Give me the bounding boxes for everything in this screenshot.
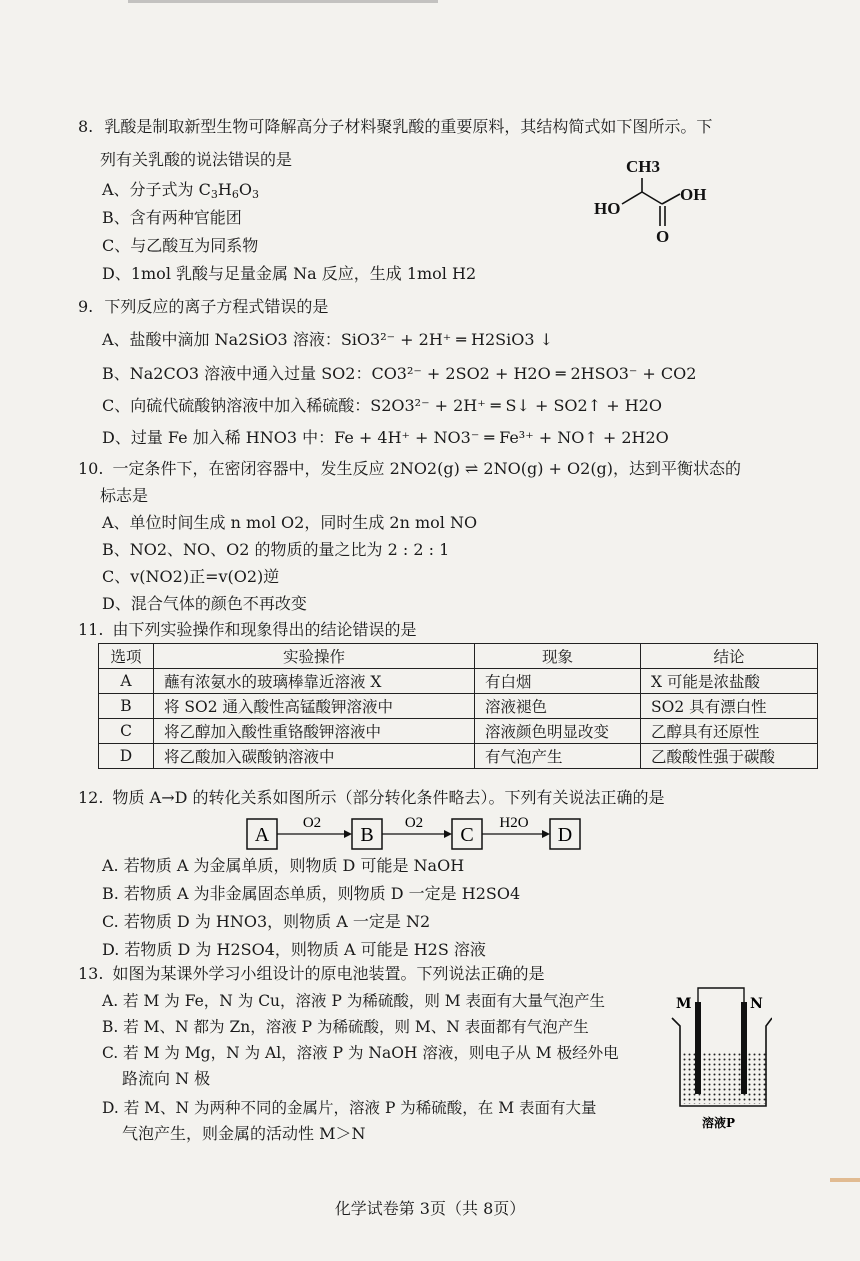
electrode-m-label: M (676, 996, 692, 1012)
q11-experiment-table (98, 643, 818, 769)
external-wire (698, 988, 744, 1008)
q13-option-b: B. 若 M、N 都为 Zn，溶液 P 为稀硫酸，则 M、N 表面都有气泡产生 (102, 1018, 589, 1036)
row-phenomenon: 有白烟 (475, 669, 641, 694)
bond-ho (622, 192, 642, 204)
row-conclusion: X 可能是浓盐酸 (641, 669, 818, 694)
q11-number: 11. (78, 620, 104, 639)
q9-option-d: D、过量 Fe 加入稀 HNO3 中：Fe + 4H⁺ + NO3⁻ ═ Fe³⁺ + NO↑ + 2H2O (102, 428, 669, 447)
structure-o: O (656, 227, 670, 246)
table-row (99, 694, 818, 719)
q13-option-d-line2: 气泡产生，则金属的活动性 M＞N (122, 1124, 366, 1143)
q13-option-d-line1: D. 若 M、N 为两种不同的金属片，溶液 P 为稀硫酸，在 M 表面有大量 (102, 1099, 597, 1117)
q8-option-a: A、分子式为 $C_3H_6O_3$ (102, 180, 259, 201)
q10-stem-text: 一定条件下，在密闭容器中，发生反应 2NO2(g) ⇌ 2NO(g) + O2(g)，达到平衡状态的 (112, 459, 742, 478)
solution-p (680, 1052, 766, 1104)
row-conclusion: SO2 具有漂白性 (641, 694, 818, 719)
structure-oh: OH (680, 185, 707, 204)
q8-option-c: C、与乙酸互为同系物 (102, 236, 259, 255)
q9-stem-text: 下列反应的离子方程式错误的是 (104, 297, 329, 316)
q10-option-d: D、混合气体的颜色不再改变 (102, 594, 307, 613)
q10-stem-line1 (78, 459, 741, 479)
q12-option-c: C. 若物质 D 为 HNO3，则物质 A 一定是 N2 (102, 912, 431, 931)
row-operation: 将 SO2 通入酸性高锰酸钾溶液中 (154, 694, 475, 719)
header-operation: 实验操作 (154, 644, 475, 669)
q12-number: 12. (78, 788, 104, 807)
q9-option-a: A、盐酸中滴加 Na2SiO3 溶液：SiO3²⁻ + 2H⁺ ═ H2SiO3 ↓ (102, 330, 554, 349)
row-option: C (99, 719, 154, 744)
table-row (99, 744, 818, 769)
row-operation: 将乙酸加入碳酸钠溶液中 (154, 744, 475, 769)
q8-stem-line1 (78, 117, 712, 137)
row-operation: 蘸有浓氨水的玻璃棒靠近溶液 X (154, 669, 475, 694)
electrode-m (695, 1002, 701, 1094)
q10-option-a: A、单位时间生成 n mol O2，同时生成 2n mol NO (102, 513, 478, 532)
header-phenomenon: 现象 (475, 644, 641, 669)
q9-number: 9. (78, 297, 94, 316)
q12-stem (78, 788, 665, 808)
q13-option-a: A. 若 M 为 Fe，N 为 Cu，溶液 P 为稀硫酸，则 M 表面有大量气泡产生 (102, 992, 606, 1010)
galvanic-cell-diagram (662, 982, 772, 1130)
bond-oh (662, 194, 680, 204)
table-header-row (99, 644, 818, 669)
q12-option-a: A. 若物质 A 为金属单质，则物质 D 可能是 NaOH (102, 856, 465, 875)
arrow-a-b-label: O2 (302, 815, 322, 831)
bond-cc (642, 192, 662, 204)
q8-option-b: B、含有两种官能团 (102, 208, 242, 227)
q13-stem (78, 964, 545, 984)
q10-number: 10. (78, 459, 104, 478)
q12-stem-text: 物质 A→D 的转化关系如图所示（部分转化条件略去）。下列有关说法正确的是 (112, 788, 665, 807)
arrow-a-b-head (344, 830, 352, 838)
arrow-c-d-head (542, 830, 550, 838)
row-conclusion: 乙酸酸性强于碳酸 (641, 744, 818, 769)
lactic-acid-structure (592, 152, 722, 252)
electrode-n (741, 1002, 747, 1094)
arrow-c-d-label: H2O (499, 815, 529, 831)
q9-option-c: C、向硫代硫酸钠溶液中加入稀硫酸：S2O3²⁻ + 2H⁺ ═ S↓ + SO2↑ + H2O (102, 396, 662, 415)
node-d: D (557, 824, 573, 846)
solution-label: 溶液P (702, 1116, 736, 1130)
node-a: A (254, 824, 270, 846)
arrow-b-c-label: O2 (404, 815, 424, 831)
row-option: A (99, 669, 154, 694)
q10-stem-line2: 标志是 (100, 486, 149, 505)
q8-option-d: D、1mol 乳酸与足量金属 Na 反应，生成 1mol H2 (102, 264, 477, 283)
header-option: 选项 (99, 644, 154, 669)
scan-edge-mark (128, 0, 438, 3)
q12-option-d: D. 若物质 D 为 H2SO4，则物质 A 可能是 H2S 溶液 (102, 940, 486, 959)
row-phenomenon: 溶液褪色 (475, 694, 641, 719)
q13-option-c-line1: C. 若 M 为 Mg，N 为 Al，溶液 P 为 NaOH 溶液，则电子从 M 极经外电 (102, 1044, 619, 1062)
node-b: B (360, 824, 374, 846)
q8-stem-line2: 列有关乳酸的说法错误的是 (100, 150, 293, 169)
page-footer: 化学试卷第 3页（共 8页） (334, 1199, 526, 1218)
structure-ch3: CH3 (626, 157, 660, 176)
row-option: D (99, 744, 154, 769)
q8-option-a-label: A、分子式为 (102, 180, 194, 199)
electrode-n-label: N (750, 996, 763, 1012)
scan-edge-streak (830, 1178, 860, 1182)
header-conclusion: 结论 (641, 644, 818, 669)
q11-stem (78, 620, 417, 640)
q8-stem-text: 乳酸是制取新型生物可降解高分子材料聚乳酸的重要原料，其结构简式如下图所示。下 (104, 117, 713, 136)
q10-option-b: B、NO2、NO、O2 的物质的量之比为 2 : 2 : 1 (102, 540, 450, 559)
q10-option-c: C、v(NO2)正=v(O2)逆 (102, 567, 280, 586)
row-phenomenon: 溶液颜色明显改变 (475, 719, 641, 744)
table-row (99, 669, 818, 694)
row-phenomenon: 有气泡产生 (475, 744, 641, 769)
q12-conversion-diagram (246, 810, 586, 852)
q8-number: 8. (78, 117, 94, 136)
arrow-b-c-head (444, 830, 452, 838)
q13-option-c-line2: 路流向 N 极 (122, 1069, 211, 1088)
q9-stem (78, 297, 328, 317)
q12-option-b: B. 若物质 A 为非金属固态单质，则物质 D 一定是 H2SO4 (102, 884, 521, 903)
row-conclusion: 乙醇具有还原性 (641, 719, 818, 744)
node-c: C (460, 824, 474, 846)
row-operation: 将乙醇加入酸性重铬酸钾溶液中 (154, 719, 475, 744)
q13-number: 13. (78, 964, 104, 983)
row-option: B (99, 694, 154, 719)
q13-stem-text: 如图为某课外学习小组设计的原电池装置。下列说法正确的是 (112, 964, 545, 983)
q11-stem-text: 由下列实验操作和现象得出的结论错误的是 (112, 620, 417, 639)
table-row (99, 719, 818, 744)
structure-ho: HO (594, 199, 621, 218)
q9-option-b: B、Na2CO3 溶液中通入过量 SO2：CO3²⁻ + 2SO2 + H2O ═ 2HSO3⁻ + CO2 (102, 364, 697, 383)
